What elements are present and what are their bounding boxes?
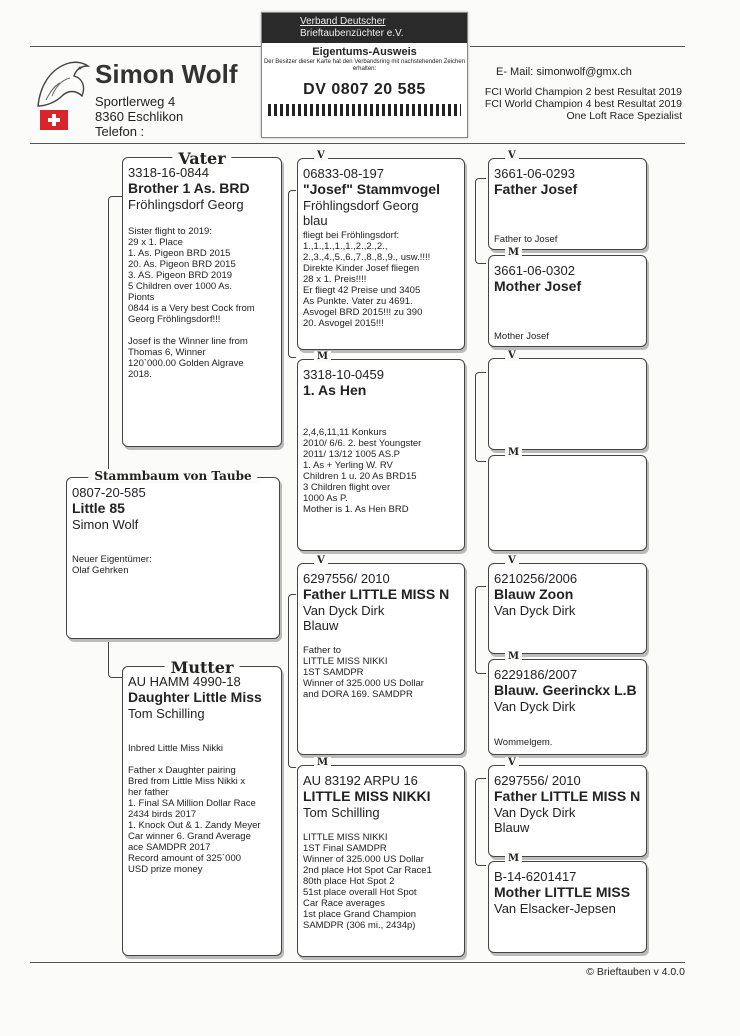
gen3-label: M xyxy=(505,853,522,864)
gen3-notes: Father to Josef xyxy=(494,234,558,245)
owner-city: 8360 Eschlikon xyxy=(95,109,184,124)
dam-label: Mutter xyxy=(165,658,240,677)
dam-breeder: Tom Schilling xyxy=(128,706,205,721)
achievement-line: One Loft Race Spezialist xyxy=(566,110,682,122)
dam-sire-color: Blauw xyxy=(303,618,339,633)
dam-sire-ring: 6297556/ 2010 xyxy=(303,571,390,586)
sire-dam-ring: 3318-10-0459 xyxy=(303,367,384,382)
gen3-card xyxy=(488,555,647,654)
sire-sire-label: V xyxy=(314,150,328,161)
sire-name: Brother 1 As. BRD xyxy=(128,180,250,196)
sire-label: Vater xyxy=(172,149,231,168)
footer-divider xyxy=(30,962,685,963)
gen3-label: M xyxy=(505,651,522,662)
owner-email: E- Mail: simonwolf@gmx.ch xyxy=(496,66,632,78)
subject-notes: Neuer Eigentümer: Olaf Gehrken xyxy=(72,554,152,576)
sire-ring: 3318-16-0844 xyxy=(128,165,209,180)
gen3-name: Mother Josef xyxy=(494,278,582,294)
achievements xyxy=(470,86,682,122)
gen3-breeder: Van Dyck Dirk xyxy=(494,805,576,820)
gen3-name: Blauw. Geerinckx L.B xyxy=(494,682,637,698)
gen3-label: V xyxy=(505,555,519,566)
card-header xyxy=(262,13,467,43)
gen3-card xyxy=(488,247,647,347)
gen3-ring: 6210256/2006 xyxy=(494,571,578,586)
sire-sire-name: "Josef" Stammvogel xyxy=(303,181,440,197)
dam-dam-label: M xyxy=(314,757,331,768)
sire-card xyxy=(122,149,282,447)
subject-card xyxy=(66,469,280,639)
gen3-ring: 3661-06-0302 xyxy=(494,263,575,278)
gen3-name: Blauw Zoon xyxy=(494,586,574,602)
dam-dam-name: LITTLE MISS NIKKI xyxy=(303,788,431,804)
subject-label: Stammbaum von Taube xyxy=(88,469,257,483)
connector xyxy=(475,586,486,674)
card-pattern-strip xyxy=(268,104,461,116)
sire-sire-color: blau xyxy=(303,213,328,228)
sire-notes: Sister flight to 2019: 29 x 1. Place 1. As. Pigeon BRD 2015 20. As. Pigeon BRD 2015 3. AS. Pigeon BRD 2019 5 Children over 1000 As. Pionts 0844 is a Very best Cock from Georg Fröhlingsdorf!!! Josef is the Winner line from Thomas 6, Winner 120`000.00 Golden Algrave 2018. xyxy=(128,226,255,380)
footer-copyright: © Brieftauben v 4.0.0 xyxy=(586,966,685,978)
dam-sire-breeder: Van Dyck Dirk xyxy=(303,603,385,618)
sire-dam-label: M xyxy=(314,351,331,362)
sire-sire-breeder: Fröhlingsdorf Georg xyxy=(303,198,419,213)
gen3-label: V xyxy=(505,150,519,161)
swiss-flag-icon xyxy=(40,110,68,130)
gen3-notes: Mother Josef xyxy=(494,331,549,342)
owner-street: Sportlerweg 4 xyxy=(95,94,176,109)
dam-sire-notes: Father to LITTLE MISS NIKKI 1ST SAMDPR Winner of 325.000 US Dollar and DORA 169. SAMDPR xyxy=(303,645,424,700)
gen3-card xyxy=(488,447,647,551)
dam-dam-card xyxy=(297,757,465,957)
sire-sire-card xyxy=(297,150,465,350)
gen3-breeder: Van Dyck Dirk xyxy=(494,699,576,714)
dam-ring: AU HAMM 4990-18 xyxy=(128,674,241,689)
achievement-line: FCI World Champion 2 best Resultat 2019 xyxy=(484,86,682,98)
dam-notes: Inbred Little Miss Nikki Father x Daughter pairing Bred from Little Miss Nikki x her father 1. Final SA Million Dollar Race 2434 birds 2017 1. Knock Out & 1. Zandy Meyer Car winner 6. Grand Average ace SAMDPR 2017 Record amount of 325`000 USD prize money xyxy=(128,743,261,875)
sire-dam-notes: 2,4,6,11,11 Konkurs 2010/ 6/6. 2. best Youngster 2011/ 13/12 1005 AS.P 1. As + Yerling W. RV Children 1 u. 20 As BRD15 3 Children flight over 1000 As P. Mother is 1. As Hen BRD xyxy=(303,427,422,515)
sire-sire-ring: 06833-08-197 xyxy=(303,166,384,181)
gen3-name: Father LITTLE MISS N xyxy=(494,788,641,804)
gen3-label: V xyxy=(505,350,519,361)
dam-card xyxy=(122,658,282,956)
gen3-ring: B-14-6201417 xyxy=(494,869,577,884)
gen3-ring: 3661-06-0293 xyxy=(494,166,575,181)
sire-dam-card xyxy=(297,351,465,551)
gen3-card xyxy=(488,350,647,450)
gen3-card xyxy=(488,150,647,250)
gen3-card xyxy=(488,757,647,857)
gen3-name: Father Josef xyxy=(494,181,578,197)
owner-phone: Telefon : xyxy=(95,124,145,139)
connector xyxy=(288,190,296,358)
subject-breeder: Simon Wolf xyxy=(72,517,139,532)
gen3-ring: 6229186/2007 xyxy=(494,667,578,682)
connector xyxy=(288,594,296,768)
gen3-label: M xyxy=(505,247,522,258)
dam-dam-notes: LITTLE MISS NIKKI 1ST Final SAMDPR Winner of 325.000 US Dollar 2nd place Hot Spot Car Race1 80th place Hot Spot 2 51st place overall Hot Spot Car Race averages 1st place Grand Champion SAMDPR (306 mi., 2434p) xyxy=(303,832,432,931)
gen3-notes: Wommelgem. xyxy=(494,737,553,748)
connector xyxy=(475,178,486,264)
sire-dam-name: 1. As Hen xyxy=(303,382,367,398)
sire-sire-notes: fliegt bei Fröhlingsdorf: 1.,1.,1.,1.,1.,2.,2.,2., 2.,3.,4.,5.,6.,7.,8.,8.,9., usw.!!!! Direkte Kinder Josef fliegen 28 x 1. Preis!!!! Er fliegt 42 Preise und 3405 As Punkte. Vater zu 4691. Asvogel BRD 2015!!! zu 390 20. Asvogel 2015!!! xyxy=(303,230,431,329)
dam-sire-label: V xyxy=(314,555,328,566)
gen3-ring: 6297556/ 2010 xyxy=(494,773,581,788)
card-title: Eigentums-Ausweis xyxy=(312,46,417,58)
dam-name: Daughter Little Miss xyxy=(128,689,262,705)
dam-sire-card xyxy=(297,555,465,755)
gen3-name: Mother LITTLE MISS xyxy=(494,884,631,900)
gen3-card xyxy=(488,853,647,953)
ownership-card xyxy=(261,12,468,138)
card-subtitle: Der Besitzer dieser Karte hat den Verbandsring mit nachstehenden Zeichen erhalten: xyxy=(263,59,466,72)
connector xyxy=(475,372,486,462)
gen3-label: V xyxy=(505,757,519,768)
sire-breeder: Fröhlingsdorf Georg xyxy=(128,197,244,212)
dam-sire-name: Father LITTLE MISS N xyxy=(303,586,450,602)
subject-name: Little 85 xyxy=(72,500,125,516)
gen3-card xyxy=(488,651,647,755)
gen3-breeder: Van Dyck Dirk xyxy=(494,603,576,618)
gen3-label: M xyxy=(505,447,522,458)
pigeon-logo-icon xyxy=(32,56,92,110)
achievement-line: FCI World Champion 4 best Resultat 2019 xyxy=(484,98,682,110)
connector xyxy=(475,778,486,866)
gen3-color: Blauw xyxy=(494,820,530,835)
subject-ring: 0807-20-585 xyxy=(72,485,146,500)
org-line1: Verband Deutscher xyxy=(300,16,386,27)
dam-dam-breeder: Tom Schilling xyxy=(303,805,380,820)
org-line2: Brieftaubenzüchter e.V. xyxy=(300,28,404,39)
card-ring-number: DV 0807 20 585 xyxy=(303,81,426,98)
owner-name: Simon Wolf xyxy=(95,59,238,89)
gen3-breeder: Van Elsacker-Jepsen xyxy=(494,901,616,916)
dam-dam-ring: AU 83192 ARPU 16 xyxy=(303,773,418,788)
